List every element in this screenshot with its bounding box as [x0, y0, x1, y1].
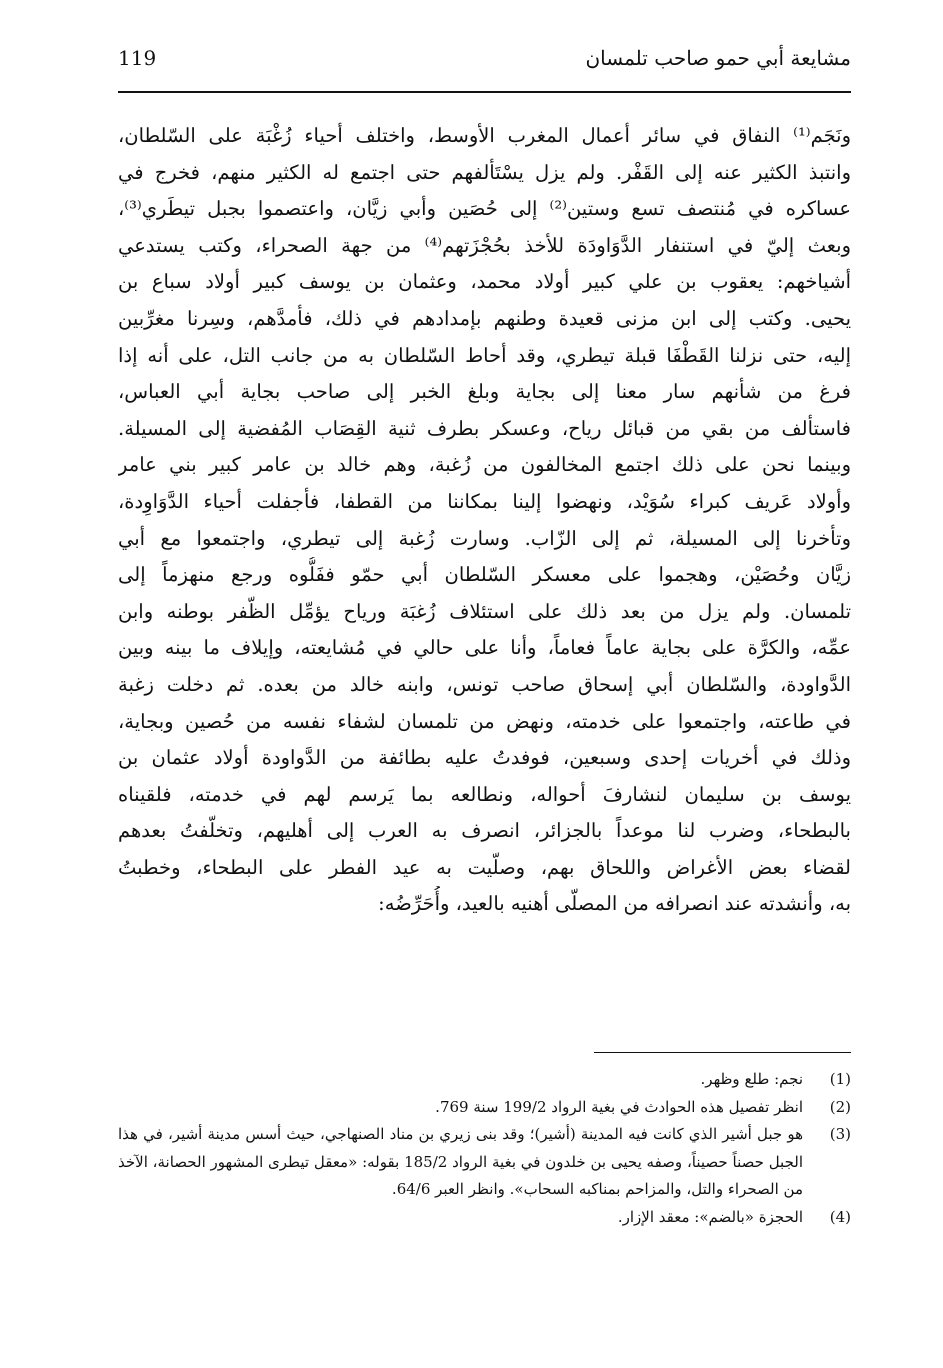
text-line: وبعث إليّ في استنفار الدَّوَاودَة للأخذ بحُجْزَتهم⁽⁴⁾ من جهة الصحراء، وكتب يستدعي	[118, 233, 851, 257]
text-line: لقضاء بعض الأغراض واللحاق بهم، وصلّيت به عيد الفطر على البطحاء، وخطبتُ	[118, 855, 851, 879]
footnote-text: هو جبل أشير الذي كانت فيه المدينة (أشير)؛ وقد بنى زيري بن مناد الصنهاجي، حيث أسس مدينة أشير، في هذا الجبل حصناً حصيناً، وصفه يحيى بن خلدون في بغية الرواد 185/2 بقوله: «معقل تيطرى المشهور الحصانة، الآخذ من الصحراء والتل، والمزاحم بمناكبه السحاب». وانظر العبر 64/6.	[118, 1125, 804, 1198]
text-line: وتأخرنا إلى المسيلة، ثم إلى الزّاب. وسارت زُغبة إلى تيطري، واجتمعوا مع أبي	[118, 526, 851, 550]
text-line: تلمسان. ولم يزل من بعد ذلك على استئلاف زُغبَة ورياح يؤمِّل الظّفر بوطنه وابن	[118, 599, 851, 623]
text-line: ونَجَم⁽¹⁾ النفاق في سائر أعمال المغرب الأوسط، واختلف أحياء زُغْبَة على السّلطان،	[118, 124, 851, 147]
footnotes	[118, 1066, 851, 1231]
page-number: 119	[118, 46, 157, 70]
footnote	[118, 1094, 851, 1122]
footnote-number: (2)	[829, 1097, 851, 1116]
text-line: وذلك في أخريات إحدى وسبعين، فوفدتُ عليه بطائفة من الدَّواودة أولاد عثمان بن	[118, 746, 851, 770]
text-line: فاستألف من بقي من قبائل رياح، وعسكر بطرف ثنية القِصَاب المُفضية إلى المسيلة.	[118, 416, 851, 440]
footnote	[118, 1121, 851, 1204]
footnote-number: (3)	[829, 1125, 851, 1143]
text-line: عساكره في مُنتصف تسع وستين⁽²⁾ إلى حُصَين وأبي زيَّان، واعتصموا بجبل تيطَري⁽³⁾،	[118, 197, 851, 221]
footnote-text: انظر تفصيل هذه الحوادث في بغية الرواد 199/2 سنة 769.	[435, 1097, 803, 1116]
text-line: يوسف بن سليمان لنشارفَ أحواله، ونطالعه بما يَرسم لهم في خدمته، فلقيناه	[118, 782, 851, 806]
footnote-text: الحجزة «بالضم»: معقد الإزار.	[617, 1207, 803, 1226]
text-line: زيَّان وحُصَيْن، وهجموا على معسكر السّلطان أبي حمّو ففَلُّوه ورجع منهزماً إلى	[118, 563, 851, 587]
text-line: الدَّواودة، والسّلطان أبي إسحاق صاحب تونس، وابنه خالد من بعده. ثم دخلت زغبة	[118, 672, 851, 696]
footnote-number: (4)	[829, 1207, 851, 1226]
footnote	[118, 1204, 851, 1232]
header-rule	[118, 91, 851, 93]
text-line: أشياخهم: يعقوب بن علي كبير أولاد محمد، وعثمان بن يوسف كبير أولاد سباع بن	[118, 270, 851, 294]
text-line: إليه، حتى نزلنا القَطْفَا قبلة تيطري، وقد أحاط السّلطان به من جانب التل، على أنه إذا	[118, 343, 851, 367]
text-line: عمِّه، والكرَّة على بجاية عاماً فعاماً، وأنا على حالي في مُشايعته، وإيلاف ما بينه وبين	[118, 636, 851, 660]
running-title: مشايعة أبي حمو صاحب تلمسان	[585, 46, 851, 70]
text-line: به، وأنشدته عند انصرافه من المصلّى أهنيه بالعيد، وأُحَرِّضُه:	[378, 892, 851, 916]
text-line: وبينما نحن على ذلك اجتمع المخالفون من زُغبة، وهم خالد بن عامر كبير بني عامر	[118, 453, 851, 477]
main-text	[118, 118, 851, 923]
text-line: وأولاد عَريف كبراء سُوَيْد، ونهضوا إلينا بمكاننا من القطفا، فأجفلت أحياء الدَّوَاوِدة،	[118, 489, 851, 513]
footnote	[118, 1066, 851, 1094]
page-header	[118, 46, 851, 86]
text-line: فرغ من شأنهم سار معنا إلى بجاية وبلغ الخبر إلى صاحب بجاية أبي العباس،	[118, 380, 851, 404]
text-line: يحيى. وكتب إلى ابن مزنى قعيدة وطنهم بإمدادهم في ذلك، فأمدَّهم، وسِرنا مغرِّبين	[118, 306, 851, 330]
text-line: بالبطحاء، وضرب لنا موعداً بالجزائر، انصرف به العرب إلى أهليهم، وتخلّفتُ بعدهم	[118, 819, 851, 843]
footnote-number: (1)	[829, 1070, 851, 1088]
footnote-text: نجم: طلع وظهر.	[700, 1070, 803, 1088]
footnote-rule	[594, 1052, 851, 1053]
text-line: وانتبذ الكثير عنه إلى القَفْر. ولم يزل يسْتَألفهم حتى اجتمع له الكثير منهم، فخرج في	[118, 160, 851, 184]
text-line: في طاعته، واجتمعوا على خدمته، ونهض من تلمسان لشفاء نفسه من حُصين وبجاية،	[118, 709, 851, 733]
